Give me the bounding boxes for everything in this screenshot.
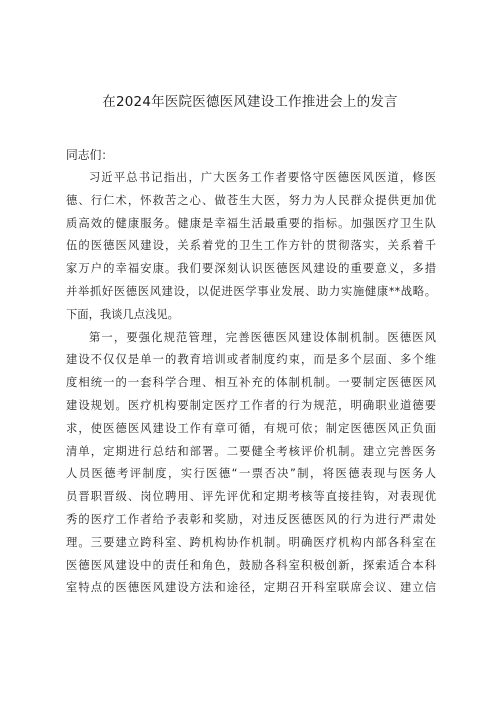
paragraph-1-line-2: 德、行仁术，怀救苦之心、做苍生大医，努力为人民群众提供更加优 xyxy=(66,193,436,207)
paragraph-1-line-4: 伍的医德医风建设，关系着党的卫生工作方针的贯彻落实，关系着千 xyxy=(66,239,436,253)
paragraph-1-line-7: 下面，我谈几点浅见。 xyxy=(66,307,179,321)
paragraph-2-line-10: 理。三要建立跨科室、跨机构协作机制。明确医疗机构内部各科室在 xyxy=(66,535,436,549)
paragraph-2-line-8: 员晋职晋级、岗位聘用、评先评优和定期考核等直接挂钩，对表现优 xyxy=(66,490,436,504)
paragraph-1-line-5: 家万户的幸福安康。我们要深刻认识医德医风建设的重要意义，多措 xyxy=(66,262,436,276)
paragraph-2-line-5: 求，使医德医风建设工作有章可循，有规可依；制定医德医风正负面 xyxy=(66,421,436,435)
paragraph-2-line-12: 室特点的医德医风建设方法和途径，定期召开科室联席会议、建立信 xyxy=(66,581,436,595)
salutation: 同志们： xyxy=(66,148,114,162)
paragraph-2-line-11: 医德医风建设中的责任和角色，鼓励各科室积极创新，探索适合本科 xyxy=(66,558,436,572)
paragraph-1-line-3: 质高效的健康服务。健康是幸福生活最重要的指标。加强医疗卫生队 xyxy=(66,216,436,230)
paragraph-1-line-6: 并举抓好医德医风建设，以促进医学事业发展、助力实施健康**战略。 xyxy=(66,284,436,298)
paragraph-2-line-4: 建设规划。医疗机构要制定医疗工作者的行为规范，明确职业道德要 xyxy=(66,398,436,412)
document-body xyxy=(66,167,436,600)
paragraph-2-line-2: 建设不仅仅是单一的教育培训或者制度约束，而是多个层面、多个维 xyxy=(66,353,436,367)
document-title: 在2024年医院医德医风建设工作推进会上的发言 xyxy=(102,94,398,110)
paragraph-1-line-1: 习近平总书记指出，广大医务工作者要恪守医德医风医道，修医 xyxy=(89,171,436,184)
paragraph-2-line-6: 清单，定期进行总结和部署。二要健全考核评价机制。建立完善医务 xyxy=(66,444,436,458)
paragraph-2-line-3: 度相统一的一套科学合理、相互补充的体制机制。一要制定医德医风 xyxy=(66,376,436,390)
paragraph-2-line-9: 秀的医疗工作者给予表彰和奖励，对违反医德医风的行为进行严肃处 xyxy=(66,512,436,526)
paragraph-2-line-7: 人员医德考评制度，实行医德“一票否决”制，将医德表现与医务人 xyxy=(66,467,436,481)
paragraph-2-line-1: 第一，要强化规范管理，完善医德医风建设体制机制。医德医风 xyxy=(89,330,436,344)
